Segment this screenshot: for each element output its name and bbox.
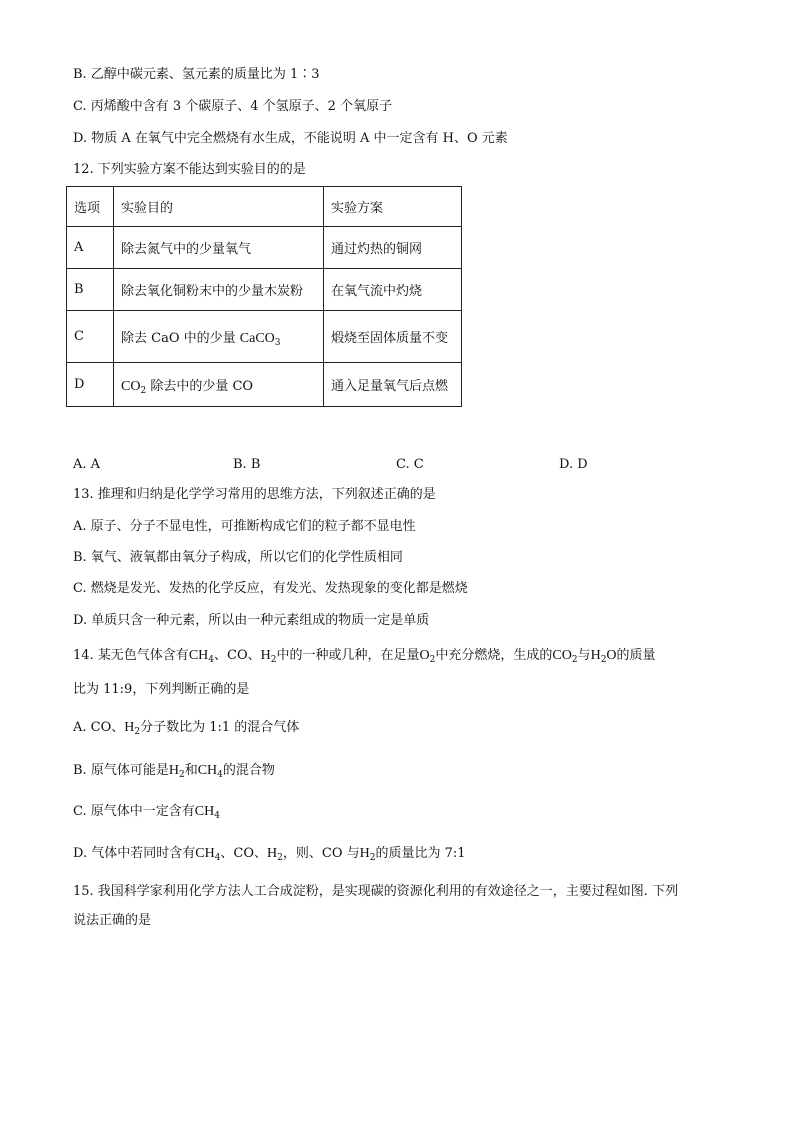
text: D. 气体中若同时含有 <box>73 846 196 861</box>
text: 中充分燃烧，生成的 <box>435 648 553 663</box>
subscript: 4 <box>214 853 221 863</box>
table-row <box>67 311 462 363</box>
q12-choice-a: A. A <box>73 457 101 472</box>
q14-stem-line2: 比为 11:9，下列判断正确的是 <box>73 682 250 697</box>
purpose-text: 除去中的少量 CO <box>146 378 254 394</box>
text: B. 原气体可能是 <box>73 763 169 778</box>
row-purpose <box>114 311 324 363</box>
subscript: 2 <box>277 853 283 863</box>
row-purpose: 除去氧化铜粉末中的少量木炭粉 <box>114 269 324 311</box>
q13-option-d: D. 单质只含一种元素，所以由一种元素组成的物质一定是单质 <box>73 613 430 628</box>
text: A. CO、 <box>73 720 125 735</box>
formula: H <box>260 648 271 663</box>
purpose-text: 除去 CaO 中的少量 <box>121 330 240 346</box>
subscript: 2 <box>369 853 376 863</box>
subscript: 2 <box>140 385 147 396</box>
text: 14. 某无色气体含有 <box>73 648 189 663</box>
text: 分子数比为 1:1 的混合气体 <box>140 720 300 735</box>
subscript: 2 <box>600 655 607 665</box>
text: 、CO、 <box>220 846 268 861</box>
formula: CH <box>195 846 215 861</box>
q12-choice-d: D. D <box>559 457 588 472</box>
formula: H <box>267 846 278 861</box>
formula: CH <box>197 763 218 778</box>
q14-option-a <box>73 719 299 737</box>
formula: H <box>168 763 179 778</box>
subscript: 4 <box>208 655 214 665</box>
header-option: 选项 <box>67 187 114 227</box>
row-plan: 通入足量氧气后点燃 <box>323 363 461 407</box>
row-option: C <box>67 311 114 363</box>
row-option: D <box>67 363 114 407</box>
formula: O <box>606 648 617 663</box>
text: 的质量比为 7:1 <box>375 846 466 861</box>
text: 、CO、 <box>214 648 261 663</box>
q11-option-d: D. 物质 A 在氧气中完全燃烧有水生成，不能说明 A 中一定含有 H、O 元素 <box>73 131 508 146</box>
q14-option-c <box>73 803 220 821</box>
text: 和 <box>184 763 198 778</box>
formula: H <box>590 648 601 663</box>
row-plan: 通过灼热的铜网 <box>323 227 461 269</box>
q12-choice-b: B. B <box>233 457 261 472</box>
text: 与 <box>577 648 591 663</box>
subscript: 2 <box>178 770 185 780</box>
formula: O <box>419 648 430 663</box>
formula: CO <box>552 648 572 663</box>
q13-stem: 13. 推理和归纳是化学学习常用的思维方法，下列叙述正确的是 <box>73 487 436 502</box>
formula: H <box>359 846 370 861</box>
text: 的质量 <box>616 648 656 663</box>
q12-table <box>66 186 462 407</box>
row-option: B <box>67 269 114 311</box>
subscript: 2 <box>429 655 436 665</box>
row-purpose: 除去氮气中的少量氧气 <box>114 227 324 269</box>
row-purpose <box>114 363 324 407</box>
text: 中的一种或几种，在足量 <box>276 648 420 663</box>
header-plan: 实验方案 <box>323 187 461 227</box>
subscript: 2 <box>134 727 141 737</box>
formula: CO <box>121 378 141 394</box>
q14-option-d <box>73 845 466 863</box>
header-purpose: 实验目的 <box>114 187 324 227</box>
q14-stem-line1 <box>73 647 656 665</box>
row-plan: 在氧气流中灼烧 <box>323 269 461 311</box>
text: 的混合物 <box>222 763 275 778</box>
formula: CaCO <box>239 330 275 346</box>
q11-option-c: C. 丙烯酸中含有 3 个碳原子、4 个氢原子、2 个氧原子 <box>73 99 393 114</box>
q15-stem-line1: 15. 我国科学家利用化学方法人工合成淀粉，是实现碳的资源化利用的有效途径之一，主要过程如图. 下列 <box>73 884 679 899</box>
formula: H <box>124 720 135 735</box>
subscript: 2 <box>571 655 578 665</box>
q11-option-b: B. 乙醇中碳元素、氢元素的质量比为 1∶3 <box>73 67 320 82</box>
q13-option-b: B. 氧气、液氧都由氧分子构成，所以它们的化学性质相同 <box>73 550 403 565</box>
q13-option-c: C. 燃烧是发光、发热的化学反应，有发光、发热现象的变化都是燃烧 <box>73 581 468 596</box>
row-plan: 煅烧至固体质量不变 <box>323 311 461 363</box>
table-row <box>67 363 462 407</box>
table-row <box>67 269 462 311</box>
formula: CH <box>194 804 215 819</box>
q12-choice-c: C. C <box>396 457 424 472</box>
text: C. 原气体中一定含有 <box>73 804 195 819</box>
subscript: 4 <box>217 770 223 780</box>
q13-option-a: A. 原子、分子不显电性，可推断构成它们的粒子都不显电性 <box>73 519 416 534</box>
q15-stem-line2: 说法正确的是 <box>73 913 152 928</box>
formula: CH <box>188 648 209 663</box>
table-header-row <box>67 187 462 227</box>
row-option: A <box>67 227 114 269</box>
subscript: 4 <box>214 811 220 821</box>
q12-stem: 12. 下列实验方案不能达到实验目的的是 <box>73 162 306 177</box>
table-row <box>67 227 462 269</box>
subscript: 3 <box>274 337 281 348</box>
text: ，则、CO 与 <box>282 846 360 861</box>
q14-option-b <box>73 762 275 780</box>
subscript: 2 <box>270 655 277 665</box>
